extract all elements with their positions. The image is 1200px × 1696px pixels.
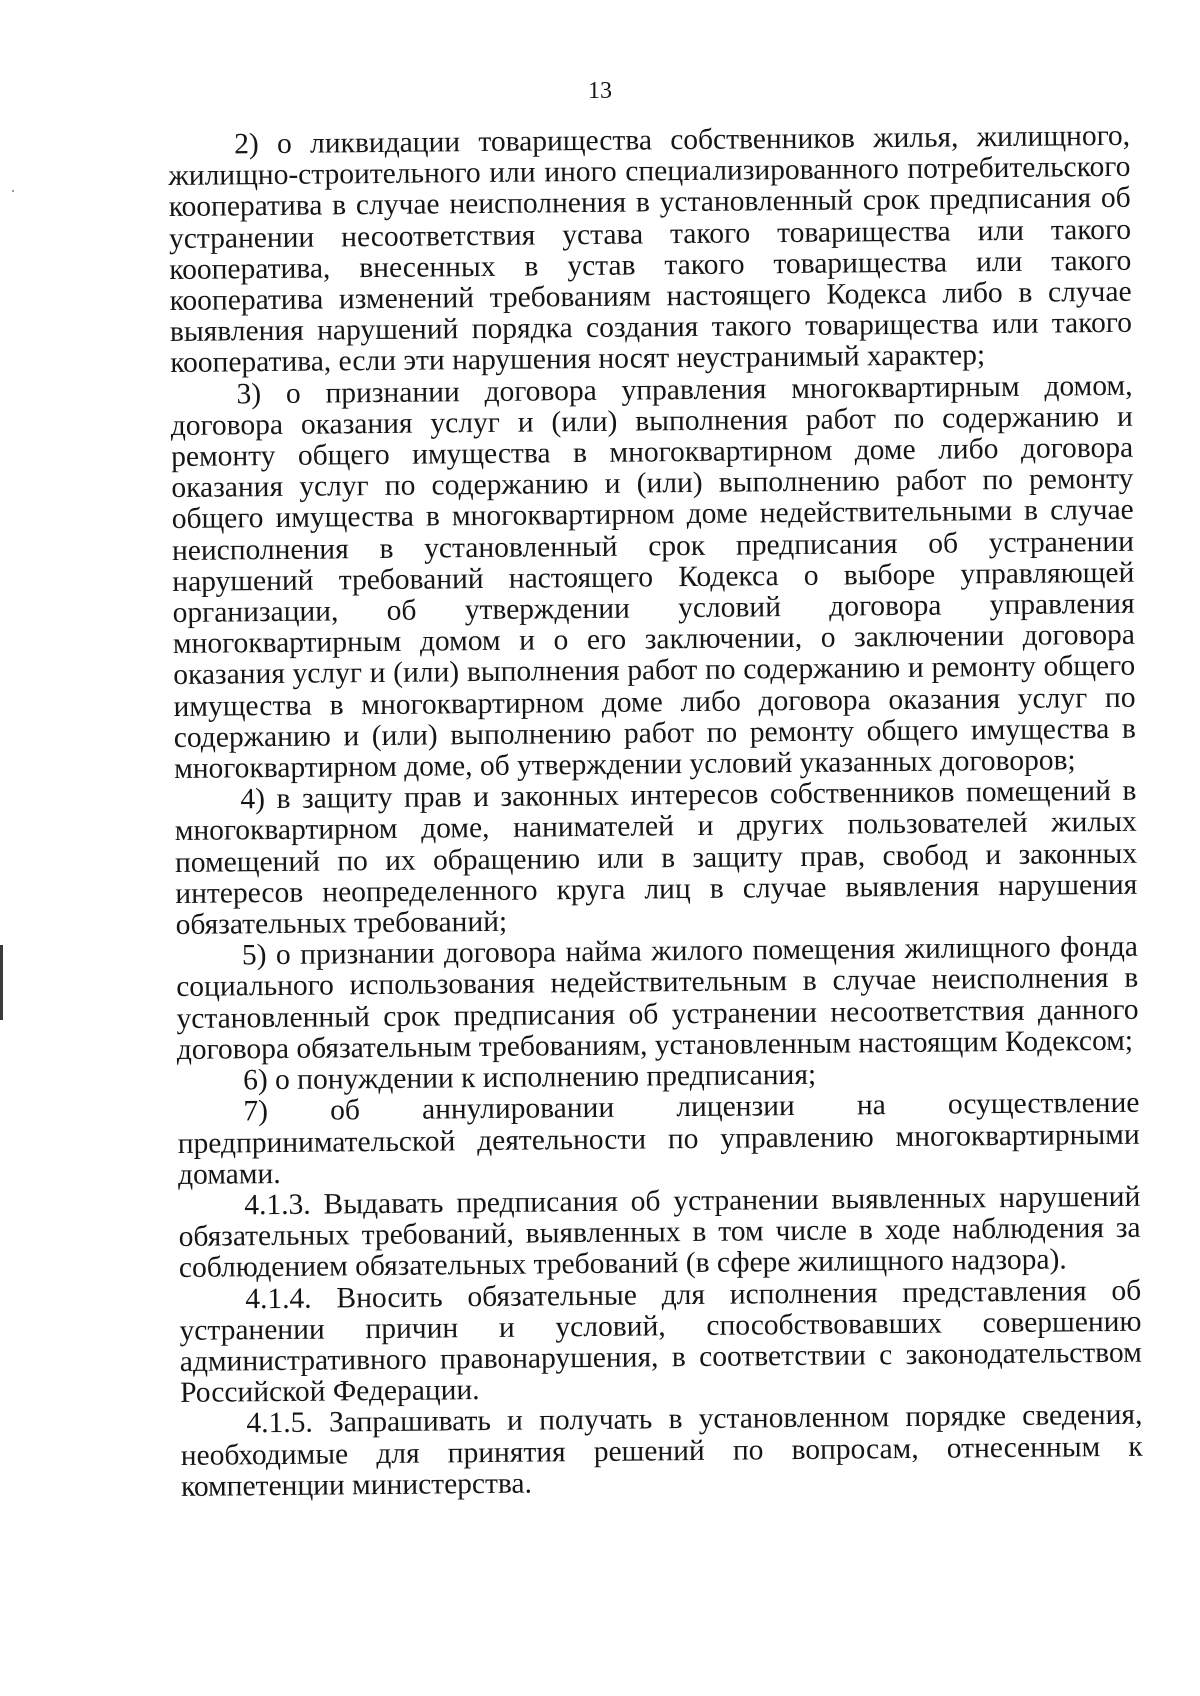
paragraph-item-6: 6) о понуждении к исполнению предписания;: [242, 1058, 817, 1097]
paragraph-4-1-3: 4.1.3. Выдавать предписания об устранении выявленных нарушений обязательных требований, выявленных в том числе в ходе наблюдения за соблюдением обязательных требований (в сфере жилищного надзора).: [178, 1180, 1141, 1285]
document-body: [168, 121, 1143, 1503]
page-number: 13: [588, 78, 612, 104]
scan-speck: [12, 190, 14, 192]
paragraph-4-1-4: 4.1.4. Вносить обязательные для исполнения представления об устранении причин и условий, способствовавших совершению административного правонарушения, в соответствии с законодательством Российской Федерации.: [179, 1274, 1142, 1410]
paragraph-item-4: 4) в защиту прав и законных интересов собственников помещений в многоквартирном доме, нанимателей и других пользователей жилых помещений по их обращению или в защиту прав, свобод и законных интересов неопределенного круга лиц в случае выявления нарушения обязательных требований;: [174, 775, 1138, 942]
paragraph-item-3: 3) о признании договора управления многоквартирным домом, договора оказания услуг и (или) выполнения работ по содержанию и ремонту общего имущества в многоквартирном доме либо договора оказания услуг по содержанию и (или) выполнению работ по ремонту общего имущества в многоквартирном доме недействительными в случае неисполнения в установленный срок предписания об устранении нарушений требований настоящего Кодекса о выборе управляющей организации, об утверждении условий договора управления многоквартирным домом и о его заключении, о заключении договора оказания услуг и (или) выполнения работ по содержанию и ремонту общего имущества в многоквартирном доме либо договора оказания услуг по содержанию и (или) выполнению работ по ремонту общего имущества в многоквартирном доме, об утверждении условий указанных договоров;: [170, 369, 1136, 786]
paragraph-item-2: 2) о ликвидации товарищества собственников жилья, жилищного, жилищно-строительного или иного специализированного потребительского кооператива в случае неисполнения в установленный срок предписания об устранении несоответствия устава такого товарищества или такого кооператива, внесенных в устав такого товарищества или такого кооператива изменений требованиям настоящего Кодекса либо в случае выявления нарушений порядка создания такого товарищества или такого кооператива, если эти нарушения носят неустранимый характер;: [168, 119, 1133, 380]
paragraph-4-1-5: 4.1.5. Запрашивать и получать в установленном порядке сведения, необходимые для принятия решений по вопросам, отнесенным к компетенции министерства.: [180, 1399, 1143, 1503]
paragraph-item-5: 5) о признании договора найма жилого помещения жилищного фонда социального использования недействительным в случае неисполнения в установленный срок предписания об устранении несоответствия данного договора обязательным требованиям, установленным настоящим Кодексом;: [176, 931, 1139, 1066]
scan-edge-mark: [0, 945, 3, 1020]
paragraph-item-7: 7) об аннулировании лицензии на осуществление предпринимательской деятельности по управлению многоквартирными домами.: [177, 1087, 1140, 1191]
